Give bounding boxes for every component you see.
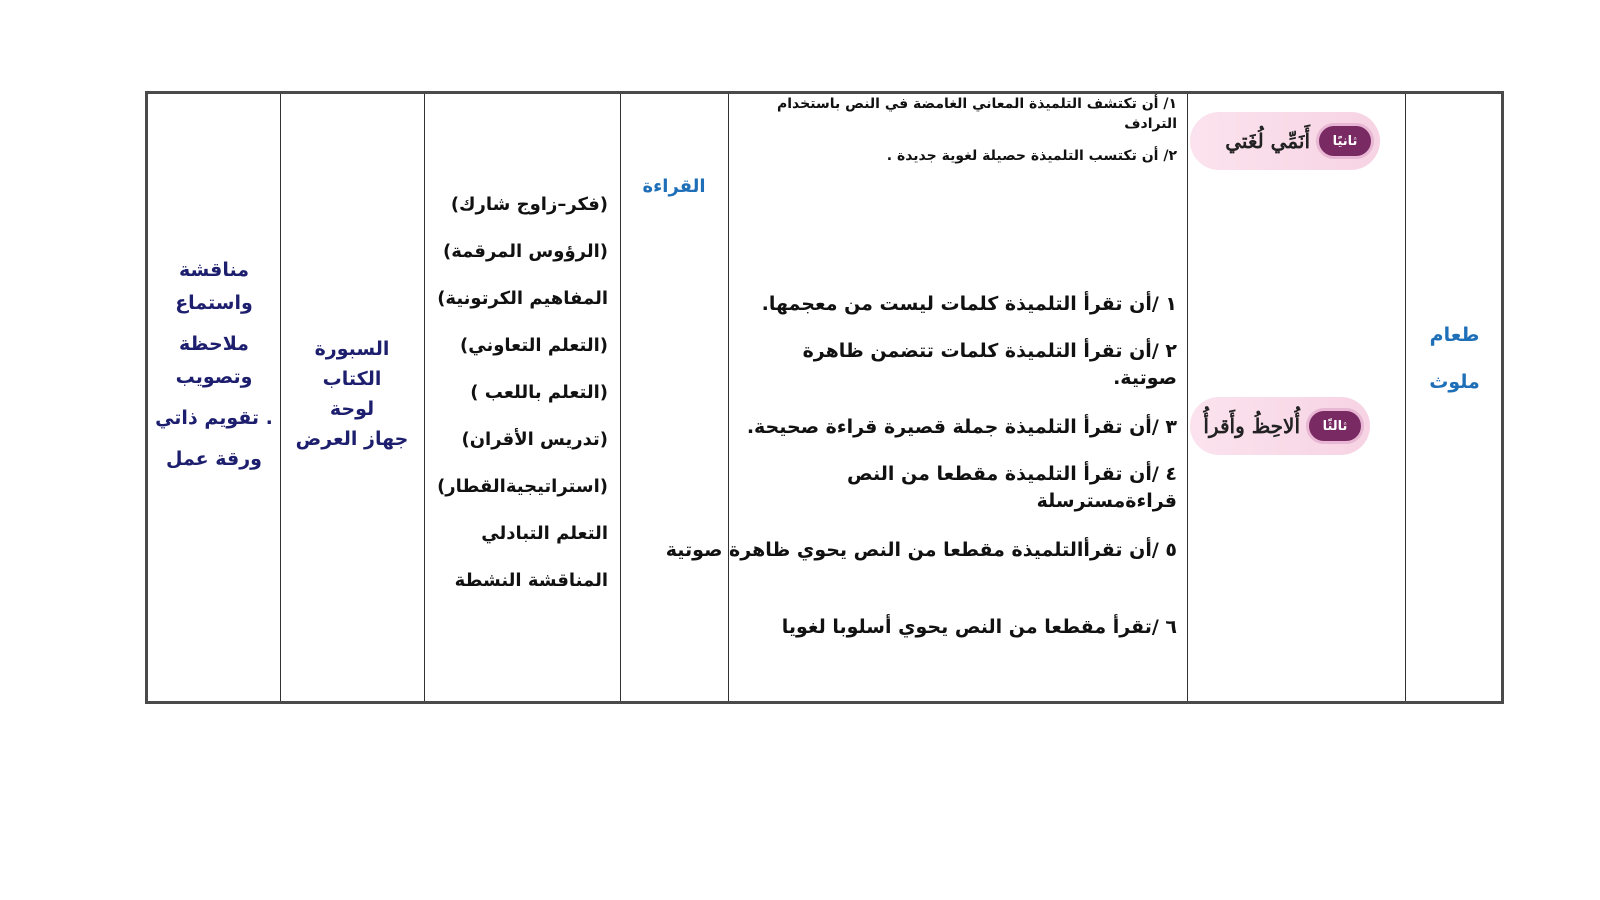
- strategy-item: (تدريس الأقران): [461, 429, 608, 450]
- column-divider: [1187, 94, 1188, 701]
- objective-vocab: ٢/ أن تكتسب التلميذة حصيلة لغوية جديدة .: [886, 148, 1177, 164]
- objective-vocab: ١/ أن تكتشف التلميذة المعاني الغامضة في النص باستخدام الترادف: [777, 96, 1177, 132]
- objective-reading: ٦ /تقرأ مقطعا من النص يحوي أسلوبا لغويا: [781, 616, 1177, 638]
- tool-item: لوحة: [329, 398, 375, 420]
- strategy-item: المناقشة النشطة: [454, 570, 608, 591]
- lesson-title-cell: [1405, 312, 1504, 406]
- strategy-item: التعلم التبادلي: [481, 523, 608, 544]
- strategy-item: (فكر–زاوج شارك): [450, 194, 608, 215]
- lesson-plan-table: [145, 91, 1504, 704]
- evaluation-item: ورقة عمل: [165, 448, 262, 470]
- evaluation-item: . تقويم ذاتي: [155, 407, 273, 429]
- column-divider: [728, 94, 729, 701]
- objective-reading: ٥ /أن تقرأالتلميذة مقطعا من النص يحوي ظاهرة صوتية: [665, 539, 1177, 561]
- tool-item: الكتاب: [322, 368, 382, 390]
- section-badge: [1190, 397, 1370, 455]
- objective-reading: ١ /أن تقرأ التلميذة كلمات ليست من معجمها.: [761, 293, 1177, 315]
- tool-item: السبورة: [314, 338, 390, 360]
- skill-cell: القراءة: [642, 176, 706, 197]
- section-title: أَنَمِّي لُغَتي: [1225, 129, 1310, 153]
- section-title: أُلاحِظُ وأَقرأُ: [1203, 414, 1300, 438]
- evaluation-item: مناقشة واستماع: [175, 259, 253, 314]
- strategy-item: (التعلم التعاوني): [460, 335, 608, 356]
- objective-reading: ٣ /أن تقرأ التلميذة جملة قصيرة قراءة صحيحة.: [746, 416, 1177, 438]
- objective-reading: ٢ /أن تقرأ التلميذة كلمات تتضمن ظاهرة صوتية.: [802, 340, 1177, 389]
- strategy-item: (الرؤوس المرقمة): [442, 241, 608, 262]
- section-tag: ثالثًا: [1306, 408, 1364, 444]
- lesson-title-line: طعام: [1429, 324, 1480, 346]
- strategy-item: المفاهيم الكرتونية): [437, 288, 608, 309]
- section-badge: [1190, 112, 1380, 170]
- strategy-item: (التعلم باللعب ): [470, 382, 608, 403]
- objective-reading: ٤ /أن تقرأ التلميذة مقطعا من النص قراءةمسترسلة: [847, 463, 1177, 512]
- evaluation-item: ملاحظة وتصويب: [175, 333, 253, 388]
- evaluation-cell: [148, 254, 280, 484]
- strategies-cell: [424, 181, 620, 604]
- section-tag: ثانيًا: [1316, 123, 1374, 159]
- tool-item: جهاز العرض: [295, 428, 409, 450]
- tools-cell: [280, 334, 424, 454]
- lesson-title-line: ملوث: [1429, 371, 1480, 393]
- strategy-item: (استراتيجيةالقطار): [437, 476, 608, 497]
